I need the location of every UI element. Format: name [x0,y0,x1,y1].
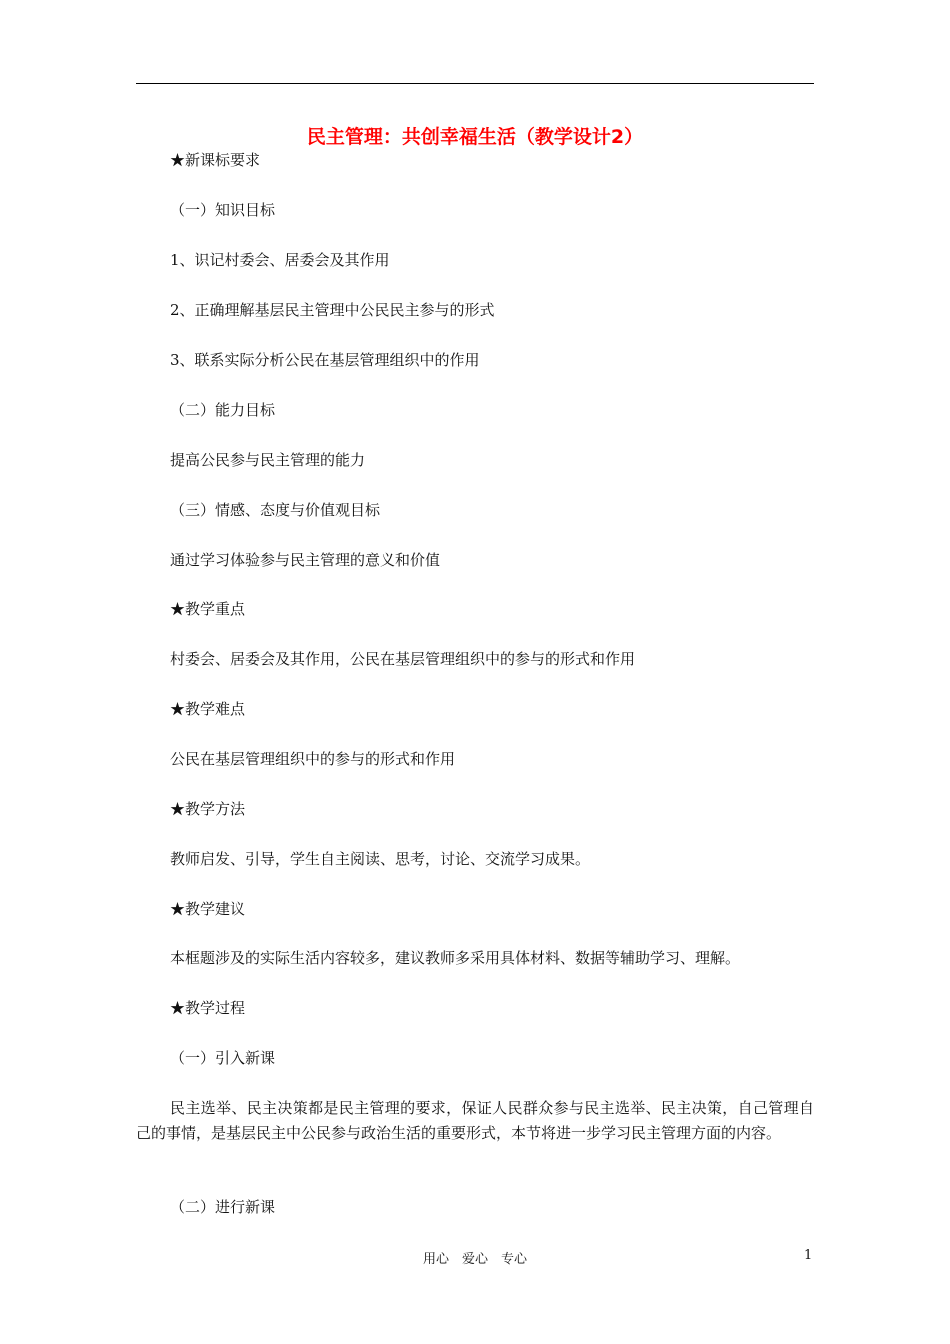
intro-paragraph: 民主选举、民主决策都是民主管理的要求，保证人民群众参与民主选举、民主决策，自己管理自己的事情，是基层民主中公民参与政治生活的重要形式，本节将进一步学习民主管理方面的内容。 [136,1099,814,1142]
heading-new-lesson: （二）进行新课 [170,1198,276,1216]
text-line: 通过学习体验参与民主管理的意义和价值 [170,551,441,569]
text-line: 3、联系实际分析公民在基层管理组织中的作用 [170,351,480,369]
heading-values-goals: （三）情感、态度与价值观目标 [170,501,381,519]
page-footer: 用心 爱心 专心 [422,1252,527,1267]
text-line: 提高公民参与民主管理的能力 [170,451,366,469]
text-line: 2、正确理解基层民主管理中公民民主参与的形式 [170,301,495,319]
heading-introduction: （一）引入新课 [170,1049,276,1067]
heading-teaching-process: ★教学过程 [170,999,246,1017]
heading-knowledge-goals: （一）知识目标 [170,201,276,219]
heading-teaching-method: ★教学方法 [170,800,246,818]
text-line: 公民在基层管理组织中的参与的形式和作用 [170,750,456,768]
heading-curriculum-standards: ★新课标要求 [170,151,261,169]
page-number: 1 [804,1248,813,1263]
document-title: 民主管理：共创幸福生活（教学设计2） [306,126,644,148]
heading-teaching-suggestion: ★教学建议 [170,900,246,918]
text-line: 村委会、居委会及其作用，公民在基层管理组织中的参与的形式和作用 [170,650,636,668]
heading-teaching-difficulty: ★教学难点 [170,700,246,718]
header-rule [136,83,814,84]
text-line: 教师启发、引导，学生自主阅读、思考，讨论、交流学习成果。 [170,850,591,868]
text-line: 1、识记村委会、居委会及其作用 [170,251,390,269]
heading-teaching-focus: ★教学重点 [170,600,246,618]
text-line: 本框题涉及的实际生活内容较多，建议教师多采用具体材料、数据等辅助学习、理解。 [170,949,741,967]
heading-ability-goals: （二）能力目标 [170,401,276,419]
